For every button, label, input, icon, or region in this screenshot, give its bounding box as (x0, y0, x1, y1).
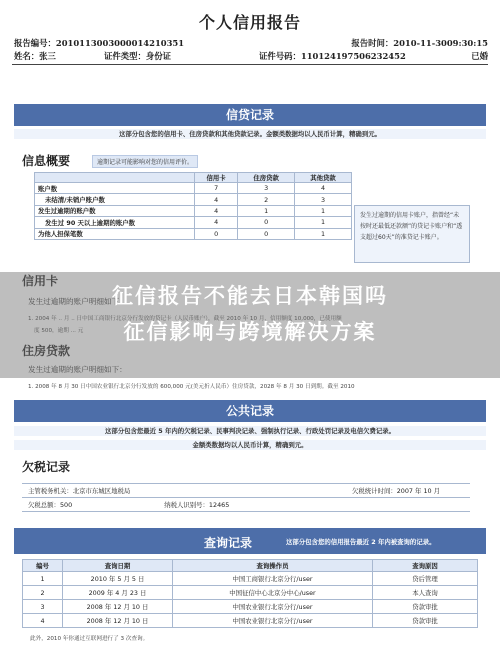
cell: 4 (295, 183, 352, 194)
id-number: 证件号码：110124197506232452 (259, 51, 406, 61)
cell: 0 (195, 228, 238, 239)
credit-card-section-title: 信用卡 (22, 274, 59, 288)
tax-amount: 欠税总额：500 (28, 501, 73, 509)
public-records-note-line2: 金额类数据均以人民币计算，精确到元。 (14, 440, 486, 450)
table-row (23, 586, 478, 600)
table-row (23, 572, 478, 586)
overview-col-housing-loan: 住房贷款 (238, 173, 295, 183)
overview-tip: 逾期记录可能影响对您的信用评价。 (92, 155, 198, 168)
cell: 7 (195, 183, 238, 194)
query-col-date: 查询日期 (63, 560, 173, 572)
cell: 1 (23, 572, 63, 586)
housing-item-line1: 1. 2008 年 8 月 30 日中国农业银行北京分行发放的 600,000 元(美元折人民币）住房贷款，2028 年 8 月 30 日到期。截至 2010 (28, 384, 355, 390)
tax-authority: 主管税务机关：北京市东城区地税局 (22, 484, 346, 498)
overview-col-credit-card: 信用卡 (195, 173, 238, 183)
row-label: 为他人担保笔数 (35, 228, 195, 239)
marital-status: 已婚 (471, 51, 488, 61)
cell: 1 (295, 228, 352, 239)
tax-arrears-title: 欠税记录 (22, 460, 71, 474)
cell: 1 (295, 205, 352, 216)
cell: 3 (23, 600, 63, 614)
credit-card-item-line2: 度 500，逾期 ... 元 (34, 328, 84, 334)
cell: 2008 年 12 月 10 日 (63, 614, 173, 628)
table-row (35, 228, 352, 239)
table-row (23, 600, 478, 614)
cell: 0 (238, 217, 295, 228)
query-records-table (22, 559, 478, 628)
overlay-headline-line1: 征信报告不能去日本韩国吗 (112, 284, 388, 308)
cell: 2 (23, 586, 63, 600)
credit-card-item-line1: 1. 2004 年 .. 月 .. 日中国工商银行北京分行发放的贷记卡（人民币账户），截至 2010 年 10 月，信用额度 10,000，已使用额 (28, 316, 342, 322)
cell: 4 (195, 205, 238, 216)
tax-blank-cell (346, 498, 470, 512)
query-records-note: 这部分包含您的信用报告最近 2 年内被查询的记录。 (286, 538, 436, 546)
cell: 本人查询 (373, 586, 478, 600)
cell: 3 (295, 194, 352, 205)
cell: 4 (195, 194, 238, 205)
credit-records-note: 这部分包含您的信用卡、住房贷款和其他贷款记录。金额类数据均以人民币计算，精确到元。 (14, 129, 486, 139)
cell: 2010 年 5 月 5 日 (63, 572, 173, 586)
report-number: 报告编号：2010113003000014210351 (14, 38, 185, 48)
query-col-operator: 查询操作员 (173, 560, 373, 572)
overdue-definition-note: 发生过逾期的信用卡账户，指曾经“未按时还最低还款额”的贷记卡账户和“透支超过60天”的准贷记卡账户。 (354, 205, 470, 263)
cell: 中国农业银行北京分行/user (173, 600, 373, 614)
row-label: 账户数 (35, 183, 195, 194)
housing-detail-heading: 发生过逾期的账户明细如下： (28, 365, 127, 374)
credit-card-detail-heading: 发生过逾期的账户明细如下： (28, 297, 127, 306)
table-row (35, 183, 352, 194)
report-title: 个人信用报告 (198, 13, 301, 32)
cell: 贷款审批 (373, 614, 478, 628)
cell: 3 (238, 183, 295, 194)
cell: 贷款审批 (373, 600, 478, 614)
overview-col-other-loan: 其他贷款 (295, 173, 352, 183)
query-col-no: 编号 (23, 560, 63, 572)
id-type: 证件类型：身份证 (104, 51, 171, 61)
table-row (35, 194, 352, 205)
overview-header-row (35, 173, 352, 183)
table-row (35, 217, 352, 228)
cell: 2009 年 4 月 23 日 (63, 586, 173, 600)
cell: 2008 年 12 月 10 日 (63, 600, 173, 614)
cell: 0 (238, 228, 295, 239)
table-row (22, 484, 470, 498)
row-label: 发生过 90 天以上逾期的账户数 (35, 217, 195, 228)
overview-header-blank (35, 173, 195, 183)
query-header-row (23, 560, 478, 572)
overview-table (34, 172, 352, 240)
table-row (35, 205, 352, 216)
watermark-overlay (0, 272, 500, 378)
cell: 4 (195, 217, 238, 228)
overlay-headline-line2: 征信影响与跨境解决方案 (123, 320, 377, 344)
cell: 1 (295, 217, 352, 228)
cell: 中国农业银行北京分行/user (173, 614, 373, 628)
header-divider (12, 64, 488, 65)
cell: 1 (238, 205, 295, 216)
credit-records-band: 信贷记录 (14, 104, 486, 126)
cell: 贷后管理 (373, 572, 478, 586)
cell: 中国工商银行北京分行/user (173, 572, 373, 586)
taxpayer-id: 纳税人识别号：12465 (164, 501, 230, 509)
public-records-note-line1: 这部分包含您最近 5 年内的欠税记录、民事判决记录、强制执行记录、行政处罚记录及电信欠费记录。 (14, 426, 486, 436)
report-time: 报告时间：2010-11-3009:30:15 (351, 38, 488, 48)
query-col-reason: 查询原因 (373, 560, 478, 572)
row-label: 未结清/未销户账户数 (35, 194, 195, 205)
cell: 2 (238, 194, 295, 205)
query-records-band (14, 528, 486, 554)
report-meta-row2 (14, 50, 488, 62)
housing-loan-section-title: 住房贷款 (22, 344, 71, 358)
query-records-title: 查询记录 (204, 536, 253, 550)
person-name: 姓名：张三 (14, 51, 56, 61)
table-row (22, 498, 470, 512)
cell: 4 (23, 614, 63, 628)
row-label: 发生过逾期的账户数 (35, 205, 195, 216)
table-row (23, 614, 478, 628)
tax-amount-cell (22, 498, 346, 512)
cell: 中国征信中心北京分中心/user (173, 586, 373, 600)
tax-arrears-table (22, 483, 470, 512)
overview-title: 信息概要 (22, 154, 71, 168)
tax-stat-date: 欠税统计时间：2007 年 10 月 (346, 484, 470, 498)
report-meta-row1 (14, 37, 488, 49)
public-records-band: 公共记录 (14, 400, 486, 422)
query-footnote: 此外，2010 年你通过互联网进行了 3 次查询。 (30, 636, 149, 642)
